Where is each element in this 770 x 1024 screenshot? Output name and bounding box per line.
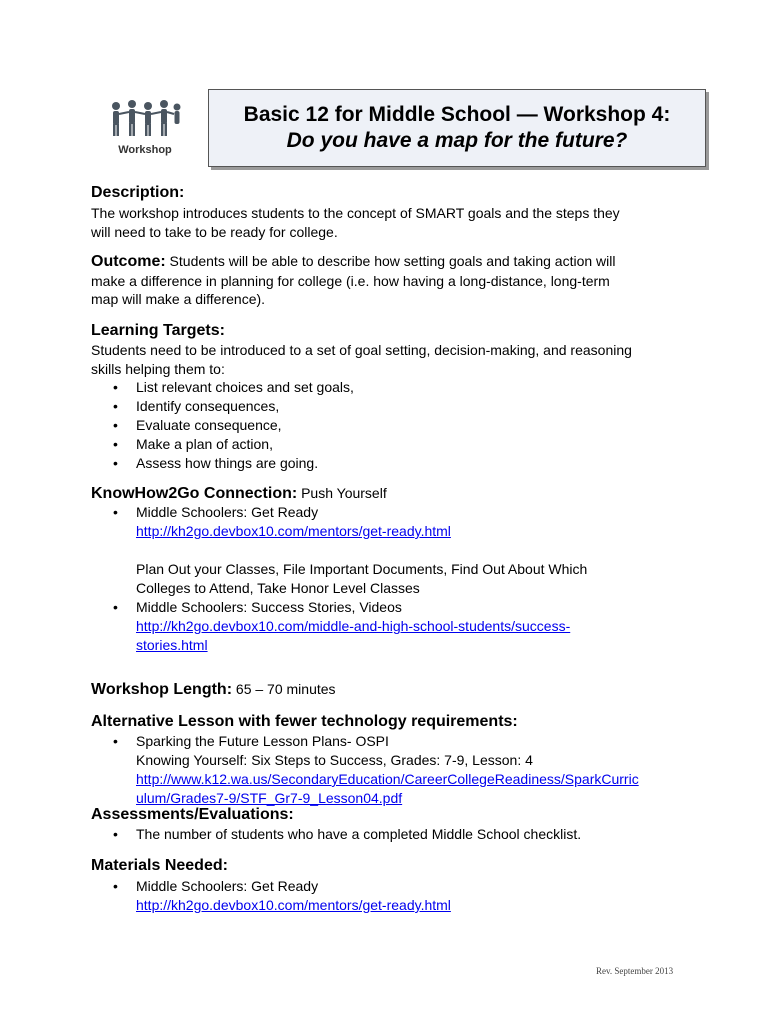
logo-label: Workshop [118,144,172,156]
list-item [91,732,751,808]
assessments-heading: Assessments/Evaluations: [91,806,294,823]
description-line: The workshop introduces students to the concept of SMART goals and the steps they [91,205,620,221]
knowhow-note-line: Plan Out your Classes, File Important Documents, Find Out About Which [136,561,588,577]
assessments-list [91,825,731,844]
list-item: • Assess how things are going. [91,454,731,473]
list-item: • List relevant choices and set goals, [91,378,731,397]
knowhow-heading: KnowHow2Go Connection: [91,485,298,502]
knowhow-heading-row [91,484,387,504]
list-item [91,503,731,541]
people-group-icon [106,96,184,144]
knowhow-item-label: • Middle Schoolers: Success Stories, Videos [136,599,402,615]
alternative-heading: Alternative Lesson with fewer technology requirements: [91,713,518,730]
learning-targets-intro: skills helping them to: [91,360,225,377]
list-item: • The number of students who have a completed Middle School checklist. [91,825,731,844]
description-text [91,204,620,241]
success-stories-link[interactable]: http://kh2go.devbox10.com/middle-and-high-school-students/success- [136,618,571,634]
materials-list [91,877,731,915]
assessments-section [91,825,731,844]
list-item: • Make a plan of action, [91,435,731,454]
alternative-list [91,732,751,808]
outcome-heading: Outcome: [91,253,166,270]
description-heading: Description: [91,184,185,201]
alternative-section [91,732,751,808]
outcome-line: make a difference in planning for college (i.e. how having a long-distance, long-term [91,272,610,289]
outcome-section [91,252,616,309]
alternative-item-detail: Knowing Yourself: Six Steps to Success, Grades: 7-9, Lesson: 4 [136,752,533,768]
materials-item-label: • Middle Schoolers: Get Ready [136,878,319,894]
page-title: Basic 12 for Middle School — Workshop 4: [243,103,671,126]
knowhow-list-2 [91,598,731,655]
alternative-item-label: • Sparking the Future Lesson Plans- OSPI [136,733,389,749]
revision-date: Rev. September 2013 [596,966,674,976]
list-item: • Evaluate consequence, [91,416,731,435]
workshop-length-heading: Workshop Length: [91,681,233,698]
get-ready-link[interactable]: http://kh2go.devbox10.com/mentors/get-ready.html [136,523,451,539]
lesson-plan-link[interactable]: http://www.k12.wa.us/SecondaryEducation/CareerCollegeReadiness/SparkCurric [136,771,639,787]
materials-heading: Materials Needed: [91,857,228,874]
knowhow-note-line: Colleges to Attend, Take Honor Level Classes [136,580,420,596]
learning-targets-section [91,341,731,473]
list-item [91,598,731,655]
knowhow-section [91,503,731,655]
lesson-plan-link-cont[interactable]: ulum/Grades7-9/STF_Gr7-9_Lesson04.pdf [136,790,403,806]
page-subtitle: Do you have a map for the future? [286,129,628,152]
materials-get-ready-link[interactable]: http://kh2go.devbox10.com/mentors/get-ready.html [136,897,451,913]
learning-targets-intro: Students need to be introduced to a set of goal setting, decision-making, and reasoning [91,342,632,358]
workshop-logo [106,96,184,162]
knowhow-note [91,560,731,598]
learning-targets-heading: Learning Targets: [91,322,225,339]
outcome-text: Students will be able to describe how setting goals and taking action will [165,253,616,269]
list-item [91,877,731,915]
knowhow-item-label: • Middle Schoolers: Get Ready [136,504,319,520]
list-item: • Identify consequences, [91,397,731,416]
workshop-length-value: 65 – 70 minutes [232,681,336,697]
materials-section [91,877,731,915]
success-stories-link-cont[interactable]: stories.html [136,637,208,653]
knowhow-subtitle: Push Yourself [297,485,387,501]
learning-targets-list [91,378,731,473]
workshop-length-row [91,680,336,700]
outcome-line: map will make a difference). [91,291,266,307]
title-box [208,89,706,167]
knowhow-list [91,503,731,541]
description-line: will need to take to be ready for college. [91,223,338,240]
